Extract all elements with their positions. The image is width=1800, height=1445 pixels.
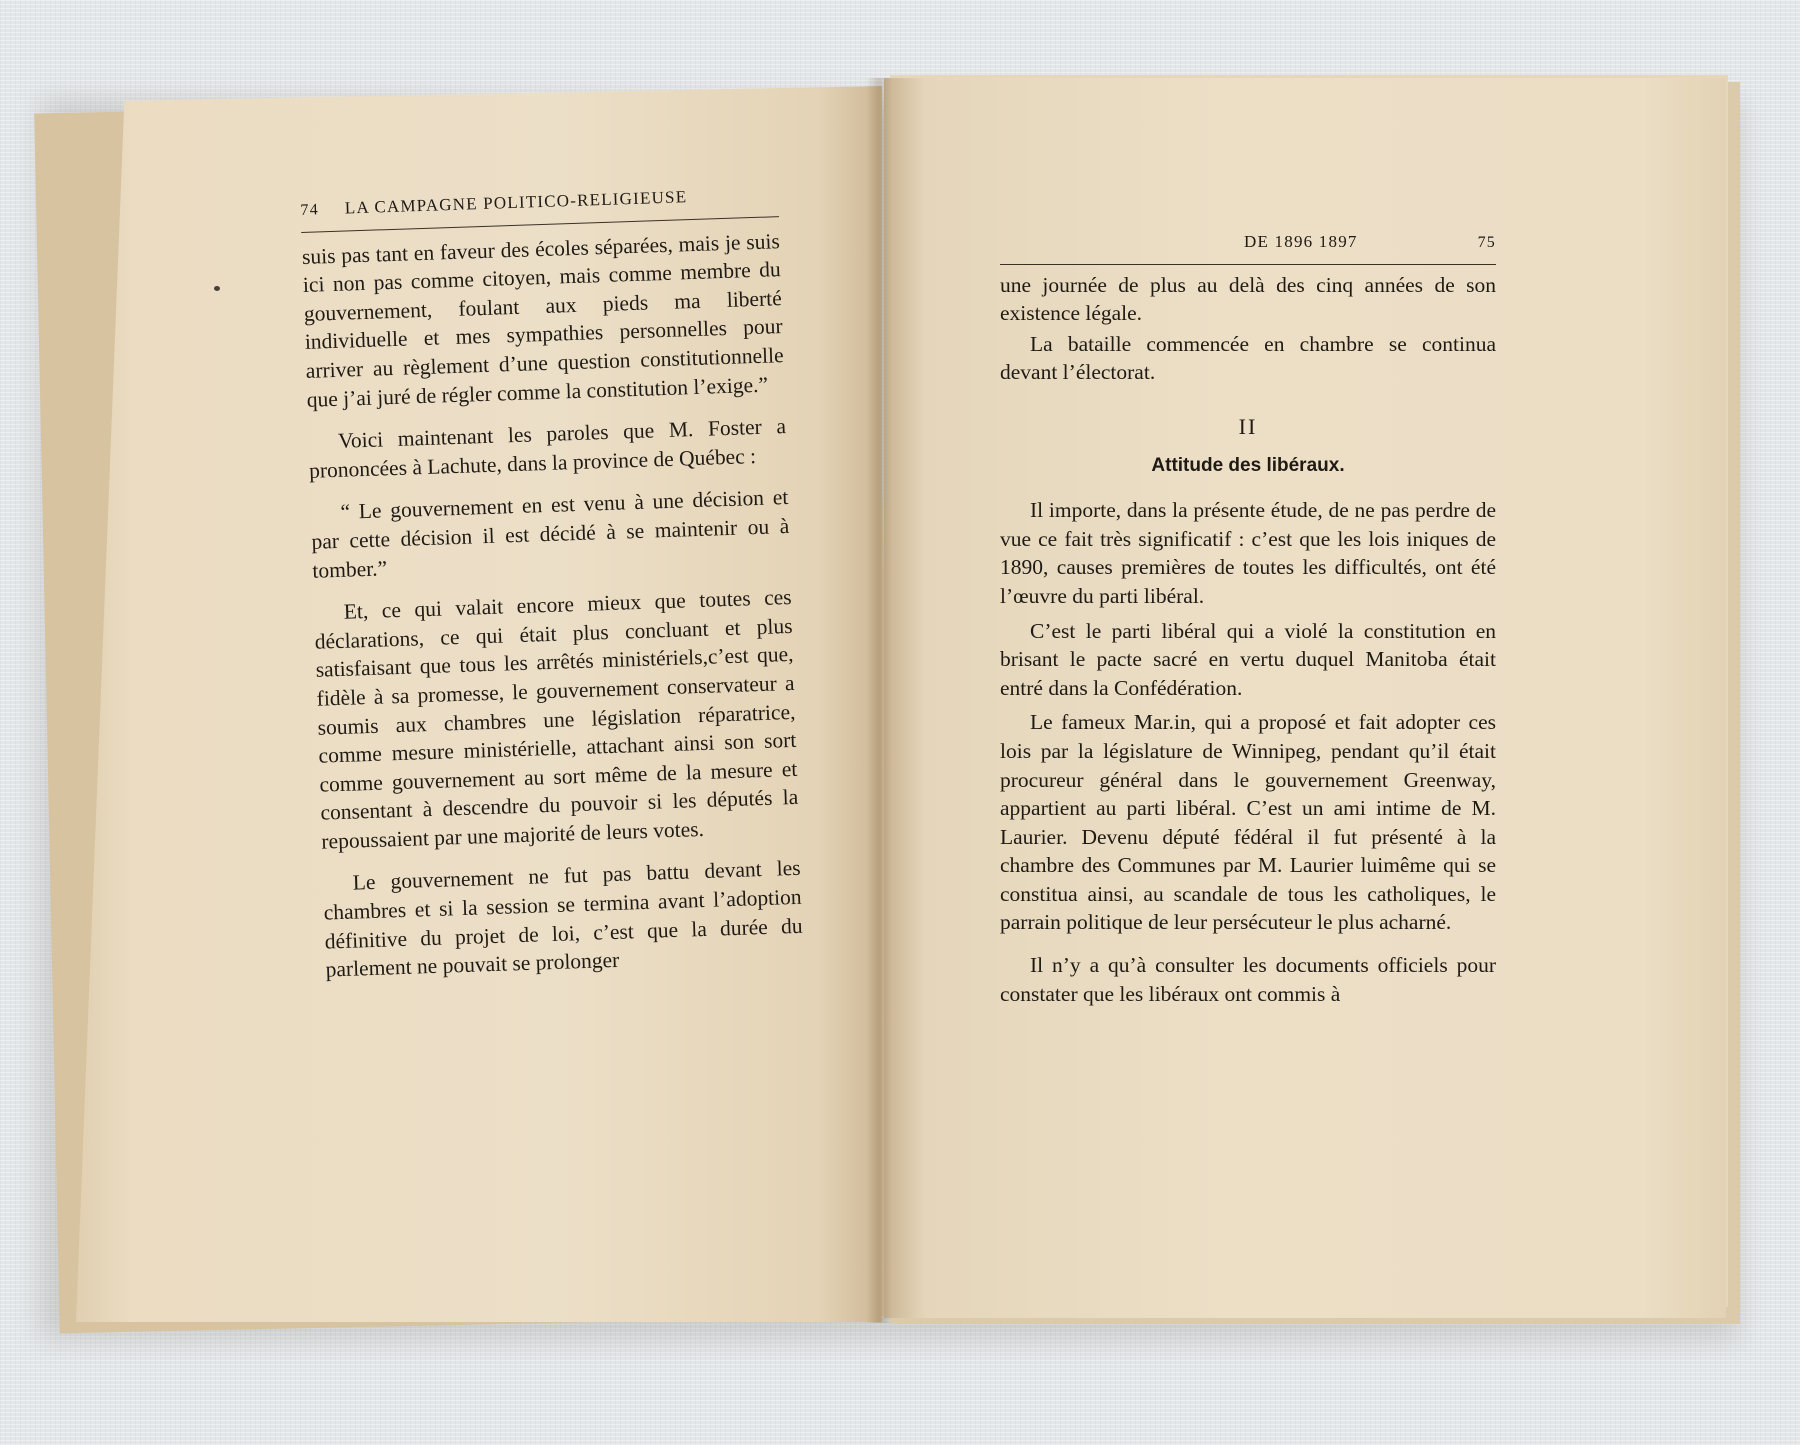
left-page-number: 74	[300, 201, 320, 219]
right-running-head-title: DE 1896 1897	[1244, 232, 1358, 251]
left-page-text	[300, 180, 804, 984]
left-running-head-title: LA CAMPAGNE POLITICO-RELIGIEUSE	[344, 187, 688, 218]
left-paragraph: Le gouvernement ne fut pas battu devant les chambres et si la session se termina avant l’adoption définitive du projet de loi, c’est que la durée du parlement ne pouvait se prolonger	[323, 856, 803, 982]
section-title: Attitude des libéraux.	[1151, 454, 1345, 476]
right-page-number: 75	[1477, 234, 1496, 251]
left-paragraph: Et, ce qui valait encore mieux que toutes ces déclarations, ce qui était plus concluant et plus satisfaisant que tous les arrêtés ministériels,c’est que, fidèle à sa promesse, le gouvernement conservateur a soumis aux chambres une législation réparatrice, comme mesure ministérielle, attachant ainsi son sort comme gouvernement au sort même de la mesure et consentant à descendre du pouvoir si les députés la repoussaient par une majorité de leurs votes.	[314, 585, 799, 854]
right-page-text	[1000, 228, 1496, 1008]
right-paragraph: La bataille commencée en chambre se continua devant l’électorat.	[1000, 331, 1496, 385]
right-paragraph: une journée de plus au delà des cinq années de son existence légale.	[1000, 272, 1496, 326]
left-paragraph: Voici maintenant les paroles que M. Foster a prononcées à Lachute, dans la province de Québec :	[308, 414, 787, 483]
right-running-head	[1000, 228, 1496, 265]
left-quote-paragraph: “ Le gouvernement en est venu à une décision et par cette décision il est décidé à se maintenir ou à tomber.”	[311, 485, 790, 583]
right-paragraph: Il n’y a qu’à consulter les documents officiels pour constater que les libéraux ont commis à	[1000, 953, 1496, 1006]
ink-speck	[214, 286, 220, 291]
section-number: II	[1238, 413, 1258, 439]
right-paragraph: C’est le parti libéral qui a violé la constitution en brisant le pacte sacré en vertu duquel Manitoba était entré dans la Confédération.	[1000, 618, 1496, 700]
right-paragraph: Le fameux Mar.in, qui a proposé et fait adopter ces lois par la législature de Winnipeg, pendant qu’il était procureur général dans le gouvernement Greenway, appartient au parti libéral. C’est un ami intime de M. Laurier. Devenu député fédéral il fut présenté à la chambre des Communes par M. Laurier luimême qui se constitua ainsi, au scandale de tous les catholiques, le parrain politique de leur persécuteur le plus acharné.	[1000, 710, 1496, 935]
book-gutter	[866, 78, 892, 1323]
left-paragraph: suis pas tant en faveur des écoles séparées, mais je suis ici non pas comme citoyen, mais comme membre du gouvernement, foulant aux pieds ma liberté individuelle et mes sympathies personnelles pour arriver au règlement d’une question constitutionnelle que j’ai juré de régler comme la constitution l’exige.”	[301, 228, 784, 412]
right-paragraph: Il importe, dans la présente étude, de ne pas perdre de vue ce fait très significatif : c’est que les lois iniques de 1890, causes premières de toutes les difficultés, ont été l’œuvre du parti libéral.	[1000, 498, 1496, 608]
